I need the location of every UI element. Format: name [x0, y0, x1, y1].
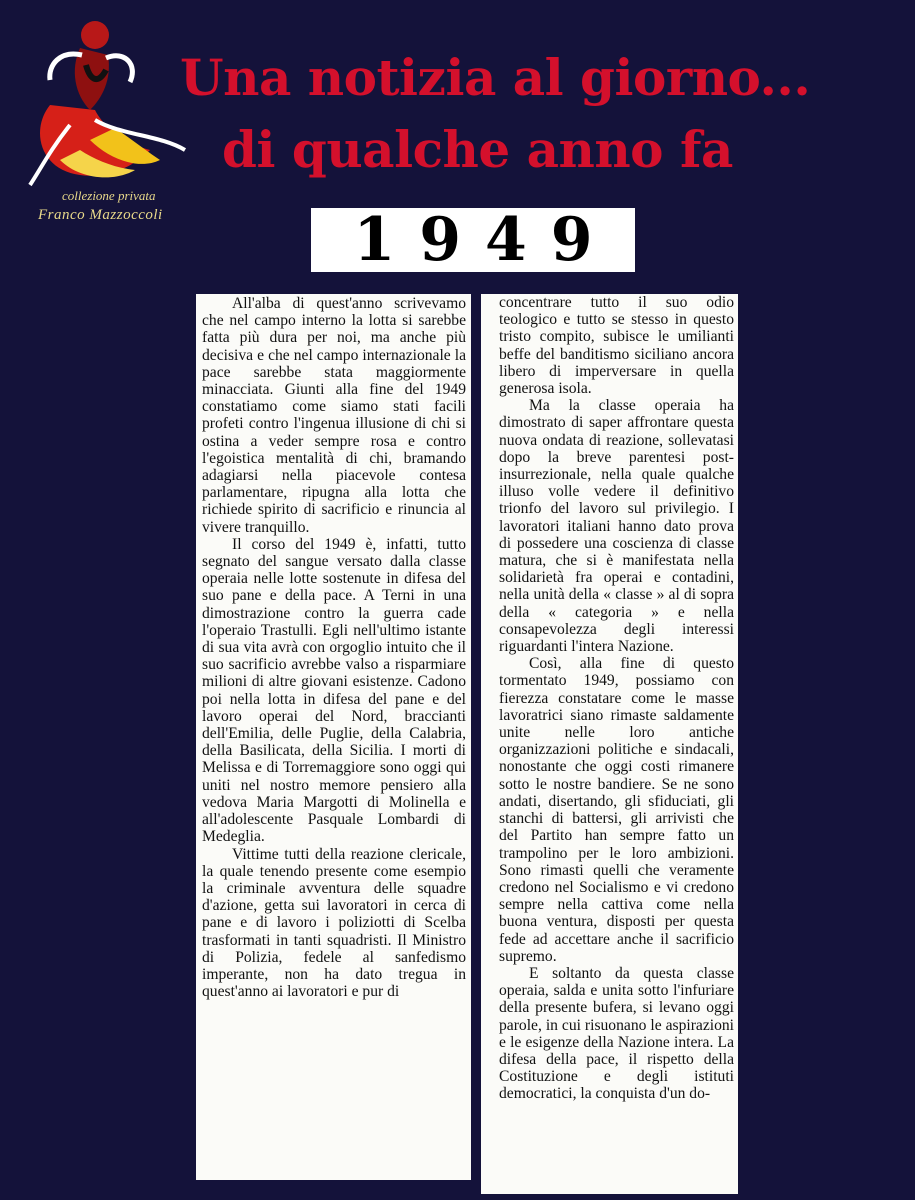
- article-paragraph: All'alba di quest'anno scrivevamo che nel campo interno la lotta si sarebbe fatta più dura per noi, ma anche più decisiva e che nel campo internazionale la pace sarebbe stata maggiormente minacciata. Giunti alla fine del 1949 constatiamo come siamo stati facili profeti contro l'ingenua illusione di chi si ostina a veder sempre rosa e contro l'egoistica mentalità di chi, bramando adagiarsi nella piacevole contesa parlamentare, ripugna alla lotta che richiede spirito di sacrificio e rinuncia al vivere tranquillo.: [202, 295, 466, 536]
- headline-line1: Una notizia al giorno...: [180, 48, 811, 107]
- article-paragraph: E soltanto da questa classe operaia, salda e unita sotto l'infuriare della presente bufera, si levano oggi parole, in cui risuonano le aspirazioni e le esigenze della Nazione intera. La difesa della pace, il rispetto della Costituzione e degli istituti democratici, la conquista d'un do-: [499, 964, 734, 1103]
- article-column-left: [196, 294, 471, 1180]
- collector-name: Franco Mazzoccoli: [38, 207, 163, 223]
- year-label: 1949: [353, 205, 617, 275]
- headline-line2: di qualche anno fa: [222, 120, 733, 179]
- dancer-figure-icon: [20, 10, 192, 190]
- collection-logo: [14, 10, 194, 222]
- article-column-right: [481, 294, 738, 1194]
- article-paragraph: Ma la classe operaia ha dimostrato di saper affrontare questa nuova ondata di reazione, sollevatasi dopo la breve parentesi post-insurrezionale, nella quale qualche illuso volle vedere il definitivo trionfo del lavoro sul privilegio. I lavoratori italiani hanno dato prova di possedere una coscienza di classe matura, che si è manifestata nella solidarietà fra operai e contadini, nella unità della « classe » al di sopra della « categoria » e nella consapevolezza degli interessi riguardanti l'intera Nazione.: [499, 397, 734, 656]
- collection-caption: collezione privata: [62, 188, 156, 203]
- article-paragraph: Vittime tutti della reazione clericale, la quale tenendo presente come esempio la criminale avventura delle squadre d'azione, getta sui lavoratori in cerca di pane e di lavoro i poliziotti di Scelba trasformati in tanti squadristi. Il Ministro di Polizia, fedele al sanfedismo imperante, non ha dato tregua in quest'anno ai lavoratori e pur di: [202, 845, 466, 1001]
- article-paragraph: concentrare tutto il suo odio teologico e tutto se stesso in questo tristo compito, subisce le umilianti beffe del banditismo siciliano ancora libero di imperversare in quella generosa isola.: [499, 294, 734, 398]
- article-paragraph: Il corso del 1949 è, infatti, tutto segnato del sangue versato dalla classe operaia nelle lotte sostenute in difesa del suo pane e della pace. A Terni in una dimostrazione contro la guerra cade l'operaio Trastulli. Egli nell'ultimo istante di sua vita avrà con orgoglio intuito che il suo sacrificio avrebbe valso a risparmiare milioni di altre giovani esistenze. Cadono poi nella lotta in difesa del pane e del lavoro operai del Nord, braccianti dell'Emilia, delle Puglie, della Calabria, della Basilicata, della Sicilia. I morti di Melissa e di Torremaggiore sono oggi qui uniti nel nostro memore pensiero alla vedova Maria Margotti di Molinella e all'adolescente Pasquale Lombardi di Medeglia.: [202, 535, 466, 846]
- year-banner: [311, 205, 635, 275]
- article-paragraph: Così, alla fine di questo tormentato 1949, possiamo con fierezza constatare come le masse lavoratrici siano rimaste saldamente unite nelle loro antiche organizzazioni politiche e sindacali, nonostante che oggi costi rimanere sotto le nostre bandiere. Se ne sono andati, disertando, gli sfiduciati, gli stanchi di battersi, gli arrivisti che del Partito han sempre fatto un trampolino per le loro ambizioni. Sono rimasti quelli che veramente credono nel Socialismo e vi credono sempre nella cattiva come nella buona ventura, disposti per questa fede ad accettare anche il sacrificio supremo.: [499, 655, 734, 965]
